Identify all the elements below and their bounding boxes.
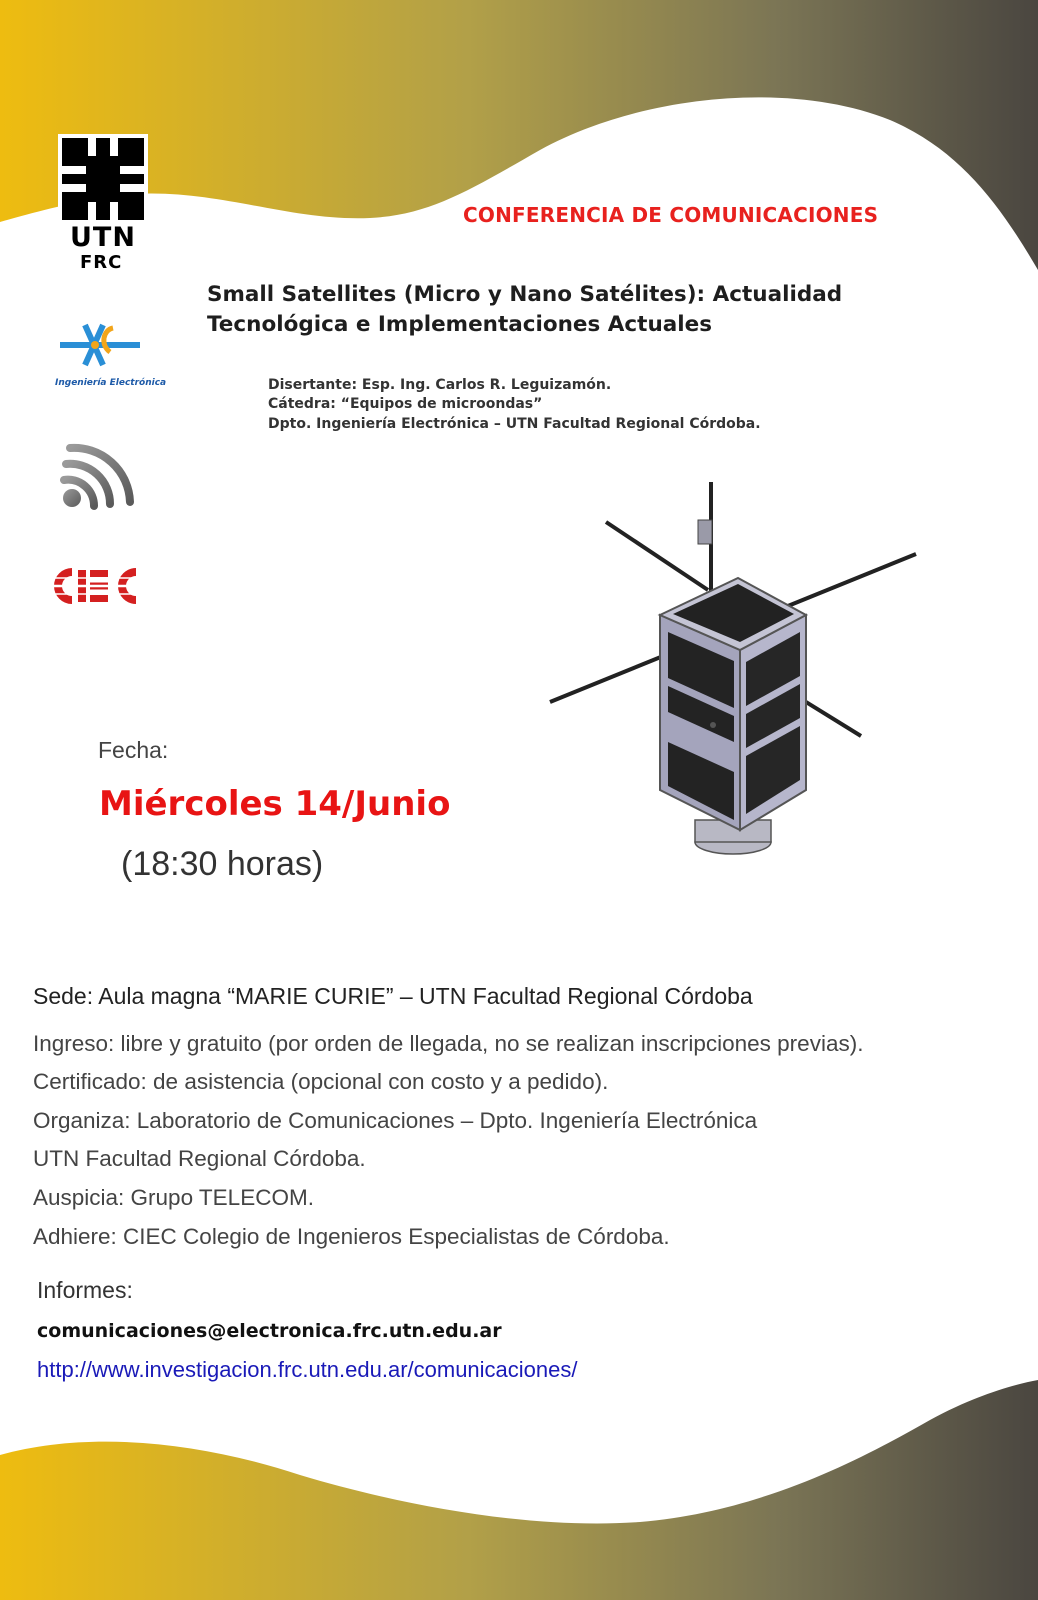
ingenieria-electronica-logo bbox=[55, 320, 167, 395]
info-line-certificate: Certificado: de asistencia (opcional con costo y a pedido). bbox=[33, 1069, 609, 1094]
info-line-sponsor: Auspicia: Grupo TELECOM. bbox=[33, 1185, 314, 1210]
utn-logo-text: UTN bbox=[70, 222, 136, 253]
chair-line: Cátedra: “Equipos de microondas” bbox=[268, 396, 543, 412]
time-value: (18:30 horas) bbox=[121, 845, 324, 883]
contact-email[interactable]: comunicaciones@electronica.frc.utn.edu.ar bbox=[37, 1320, 502, 1342]
ingenieria-electronica-caption: Ingeniería Electrónica bbox=[55, 378, 167, 388]
date-value: Miércoles 14/Junio bbox=[99, 784, 451, 824]
bottom-wave-decoration bbox=[0, 1380, 1038, 1600]
ciec-logo bbox=[50, 564, 142, 608]
cubesat-illustration bbox=[548, 480, 923, 860]
utn-emblem-icon bbox=[58, 134, 148, 224]
department-line: Dpto. Ingeniería Electrónica – UTN Facultad Regional Córdoba. bbox=[268, 416, 761, 432]
info-line-organizer: Organiza: Laboratorio de Comunicaciones – Dpto. Ingeniería Electrónica bbox=[33, 1108, 758, 1133]
frc-logo-text: FRC bbox=[80, 252, 123, 273]
top-wave-decoration bbox=[0, 0, 1038, 300]
electronics-emblem-icon bbox=[55, 320, 145, 380]
venue-line: Sede: Aula magna “MARIE CURIE” – UTN Facultad Regional Córdoba bbox=[33, 983, 753, 1009]
talk-title-line-1: Small Satellites (Micro y Nano Satélites): Actualidad bbox=[207, 282, 843, 307]
speaker-line: Disertante: Esp. Ing. Carlos R. Leguizamón. bbox=[268, 377, 612, 393]
conference-heading: CONFERENCIA DE COMUNICACIONES bbox=[463, 203, 879, 227]
wireless-signal-icon bbox=[60, 440, 136, 510]
info-line-adhesion: Adhiere: CIEC Colegio de Ingenieros Especialistas de Córdoba. bbox=[33, 1224, 670, 1249]
contact-website-link[interactable]: http://www.investigacion.frc.utn.edu.ar/comunicaciones/ bbox=[37, 1357, 578, 1382]
date-label: Fecha: bbox=[98, 737, 169, 763]
talk-title-line-2: Tecnológica e Implementaciones Actuales bbox=[207, 312, 713, 337]
utn-frc-logo bbox=[58, 134, 148, 274]
contact-label: Informes: bbox=[37, 1277, 133, 1303]
info-line-admission: Ingreso: libre y gratuito (por orden de llegada, no se realizan inscripciones previas). bbox=[33, 1031, 864, 1056]
info-line-organizer-cont: UTN Facultad Regional Córdoba. bbox=[33, 1146, 366, 1171]
